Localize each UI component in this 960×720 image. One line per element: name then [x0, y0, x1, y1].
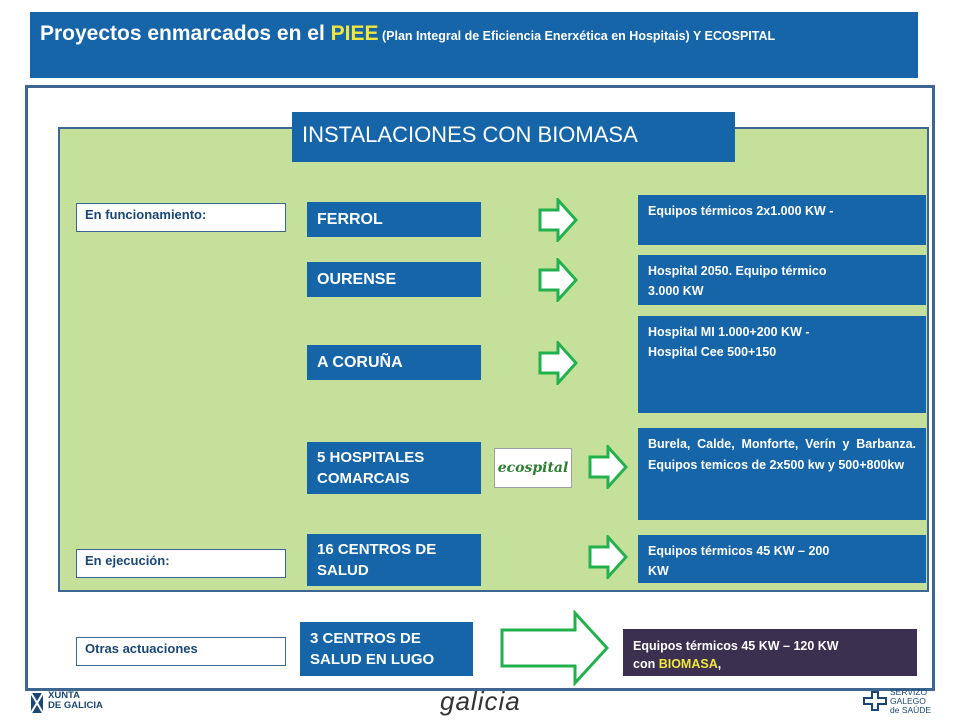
ecospital-logo	[494, 448, 572, 488]
page-title	[40, 22, 775, 46]
info-suffix: ,	[717, 657, 722, 671]
right-arrow-icon	[538, 258, 578, 302]
right-arrow-icon	[588, 535, 628, 579]
xunta-line: DE GALICIA	[48, 700, 103, 711]
right-arrow-icon	[588, 445, 628, 489]
sergas-line: de SAÚDE	[890, 705, 932, 715]
label-in-progress: En ejecución:	[76, 549, 286, 578]
city-line: SALUD	[317, 562, 369, 579]
title-highlight: PIEE	[330, 22, 379, 45]
xunta-logo-text	[48, 691, 103, 711]
xunta-line: XUNTA	[48, 690, 81, 701]
section-title: INSTALACIONES CON BIOMASA	[292, 112, 735, 162]
city-a-coruna: A CORUÑA	[307, 345, 481, 380]
title-prefix: Proyectos enmarcados en el	[40, 22, 331, 45]
city-centros-salud	[307, 534, 481, 586]
right-arrow-icon	[538, 198, 578, 242]
sergas-logo-icon	[862, 690, 888, 716]
ecospital-logo-text: ecospital	[497, 460, 569, 476]
info-line: Hospital Cee 500+150	[648, 345, 777, 359]
label-other: Otras actuaciones	[76, 637, 286, 666]
sergas-line: SERVIZO	[890, 687, 928, 697]
right-arrow-icon	[538, 341, 578, 385]
info-line: 3.000 KW	[648, 284, 704, 298]
info-line: Hospital 2050. Equipo térmico	[648, 264, 827, 278]
city-line: SALUD EN LUGO	[310, 651, 435, 668]
info-centros-salud	[638, 535, 926, 583]
info-ferrol	[638, 195, 926, 245]
info-centros-lugo	[623, 629, 917, 676]
info-line: KW	[648, 564, 669, 578]
info-prefix: con	[633, 657, 659, 671]
info-hospitales-comarcais: Burela, Calde, Monforte, Verín y Barbanza. Equipos temicos de 2x500 kw y 500+800kw	[638, 428, 926, 520]
label-operating: En funcionamiento:	[76, 203, 286, 232]
title-subtitle: (Plan Integral de Eficiencia Enerxética en Hospitais) Y ECOSPITAL	[378, 29, 776, 43]
city-centros-lugo	[300, 622, 473, 676]
city-line: 5 HOSPITALES	[317, 449, 425, 466]
sergas-line: GALEGO	[890, 696, 926, 706]
city-ferrol: FERROL	[307, 202, 481, 237]
info-line: Equipos térmicos 45 KW – 200	[648, 544, 830, 558]
info-a-coruna	[638, 316, 926, 413]
xunta-logo-icon	[30, 692, 44, 714]
city-line: 16 CENTROS DE	[317, 541, 437, 558]
info-ourense	[638, 255, 926, 305]
city-hospitales-comarcais	[307, 442, 481, 494]
right-arrow-icon	[500, 610, 610, 686]
city-line: COMARCAIS	[317, 470, 410, 487]
info-line: Equipos térmicos 2x1.000 KW -	[648, 204, 834, 218]
city-ourense: OURENSE	[307, 262, 481, 297]
info-highlight: BIOMASA	[658, 657, 718, 671]
galicia-logo: galicia	[440, 686, 521, 716]
city-line: 3 CENTROS DE	[310, 630, 421, 647]
sergas-logo-text	[890, 688, 931, 715]
info-line: Equipos térmicos 45 KW – 120 KW	[633, 639, 839, 653]
info-line: Hospital MI 1.000+200 KW -	[648, 325, 810, 339]
